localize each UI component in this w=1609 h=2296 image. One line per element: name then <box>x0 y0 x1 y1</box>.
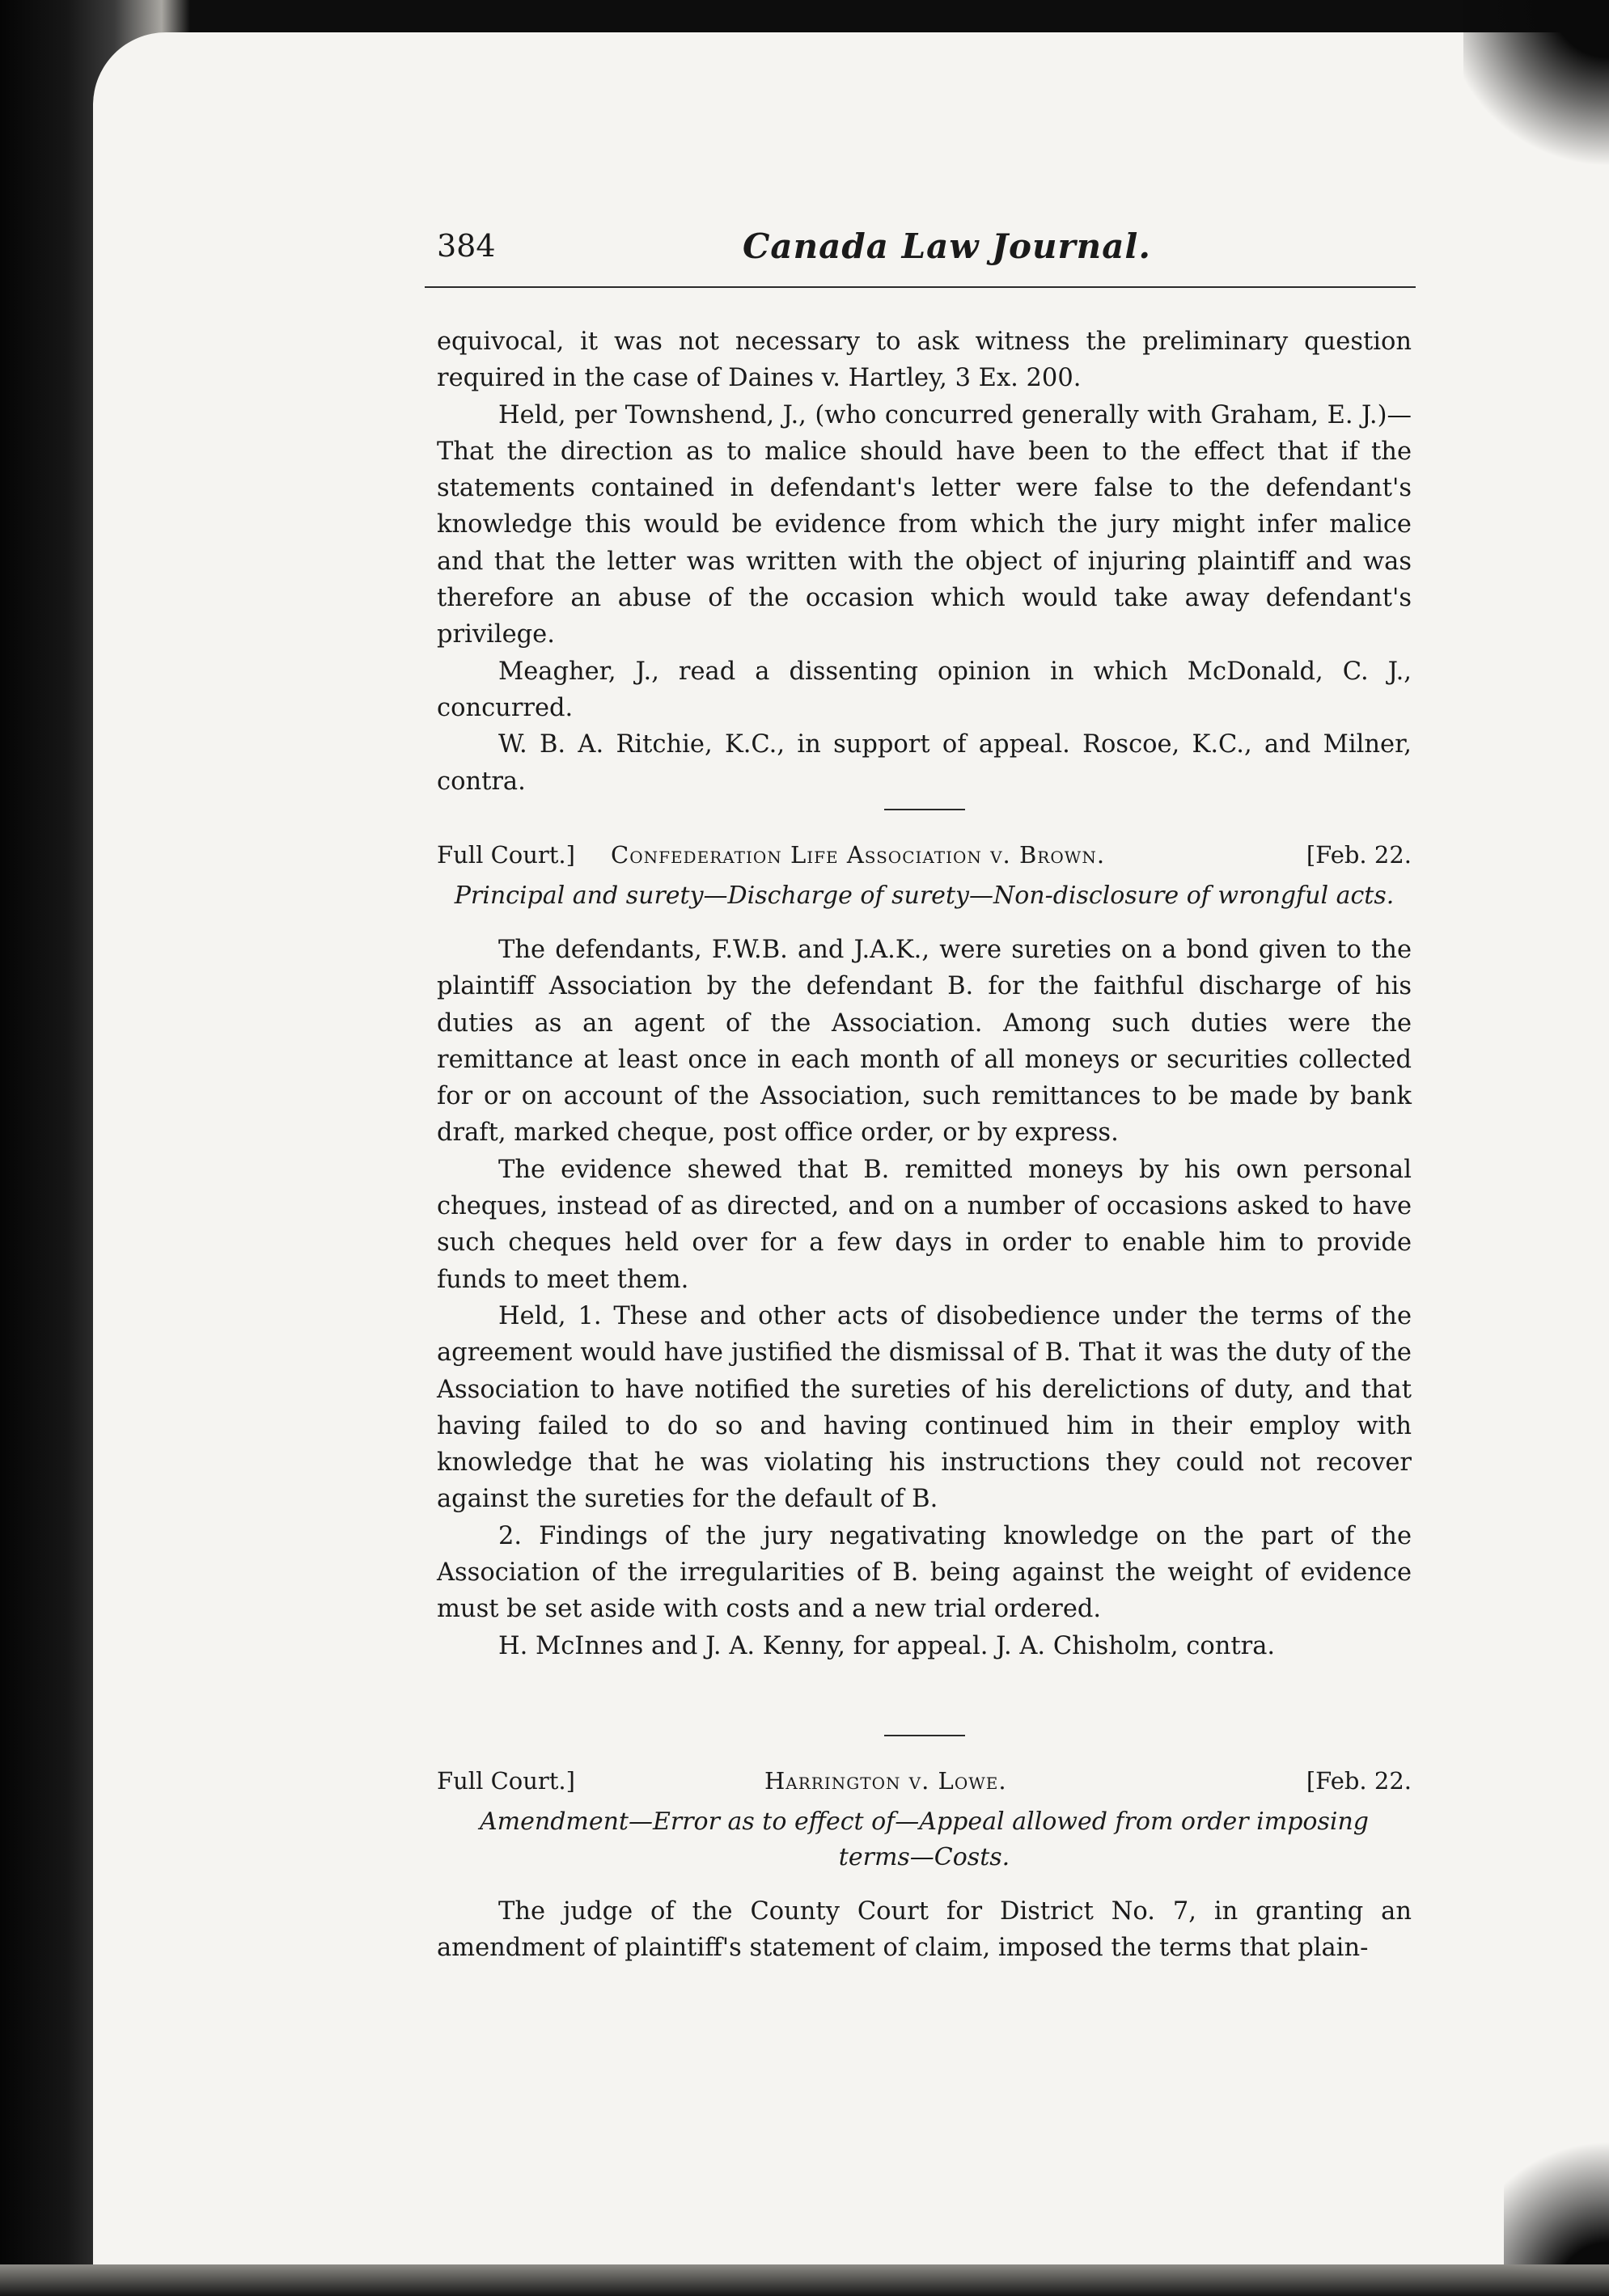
opening-paragraph-counsel: W. B. A. Ritchie, K.C., in support of appeal. Roscoe, K.C., and Milner, contra. <box>437 730 1412 796</box>
opening-section <box>437 323 1412 800</box>
case-date: [Feb. 22. <box>1306 1767 1412 1795</box>
case-paragraph-counsel: H. McInnes and J. A. Kenny, for appeal. J. A. Chisholm, contra. <box>498 1631 1276 1660</box>
case-paragraph-facts: The judge of the County Court for District No. 7, in granting an amendment of plaintiff's statement of claim, imposed the terms that plain- <box>437 1897 1412 1963</box>
journal-title: Canada Law Journal. <box>743 226 1151 266</box>
separator-1 <box>437 809 1412 810</box>
case-paragraph-held-2: 2. Findings of the jury negativating knowledge on the part of the Association of the irregularities of B. being against the weight of evidence must be set aside with costs and a new trial ordered. <box>437 1521 1412 1624</box>
case-body <box>437 932 1412 1664</box>
case-subject: Principal and surety—Discharge of surety—Non-disclosure of wrongful acts. <box>454 882 1395 910</box>
page-number: 384 <box>437 228 496 264</box>
opening-paragraph-1: equivocal, it was not necessary to ask witness the preliminary question required in the case of Daines v. Hartley, 3 Ex. 200. <box>437 328 1412 393</box>
header-rule <box>425 286 1416 288</box>
case-parties: Harrington v. Lowe. <box>764 1767 1007 1795</box>
case-body <box>437 1893 1412 1967</box>
case-heading <box>437 841 1412 878</box>
court-label: Full Court.] <box>437 1767 575 1795</box>
opening-paragraph-dissent: Meagher, J., read a dissenting opinion in which McDonald, C. J., concurred. <box>437 657 1412 722</box>
case-date: [Feb. 22. <box>1306 841 1412 869</box>
case-paragraph-evidence: The evidence shewed that B. remitted moneys by his own personal cheques, instead of as directed, and on a number of occasions asked to have such cheques held over for a few days in order to enable him to provide funds to meet them. <box>437 1155 1412 1294</box>
case-subject: Amendment—Error as to effect of—Appeal allowed from order imposing terms—Costs. <box>480 1808 1369 1871</box>
case-heading <box>437 1767 1412 1804</box>
scan-shadow-bottom <box>0 2264 1609 2296</box>
case-confederation-life <box>437 841 1412 1664</box>
case-paragraph-held-1: Held, 1. These and other acts of disobedience under the terms of the agreement would have justified the dismissal of B. That it was the duty of the Association to have notified the sureties of his derelictions of duty, and that having failed to do so and having continued him in their employ with knowledge that he was violating his instructions they could not recover against the sureties for the default of B. <box>437 1301 1412 1514</box>
court-label: Full Court.] <box>437 841 575 869</box>
case-paragraph-facts: The defendants, F.W.B. and J.A.K., were sureties on a bond given to the plaintiff Association by the defendant B. for the faithful discharge of his duties as an agent of the Association. Among such duties were the remittance at least once in each month of all moneys or securities collected for or on account of the Association, such remittances to be made by bank draft, marked cheque, post office order, or by express. <box>437 936 1412 1148</box>
separator-2 <box>437 1735 1412 1736</box>
opening-paragraph-held: Held, per Townshend, J., (who concurred generally with Graham, E. J.)—That the direction as to malice should have been to the effect that if the statements contained in defendant's letter were false to the defendant's knowledge this would be evidence from which the jury might infer malice and that the letter was written with the object of injuring plaintiff and was therefore an abuse of the occasion which would take away defendant's privilege. <box>437 400 1412 649</box>
case-parties: Confederation Life Association v. Brown. <box>611 841 1106 869</box>
page-header <box>437 228 1412 293</box>
case-harrington-lowe <box>437 1767 1412 1967</box>
scan-shadow-top-right <box>1463 0 1609 178</box>
